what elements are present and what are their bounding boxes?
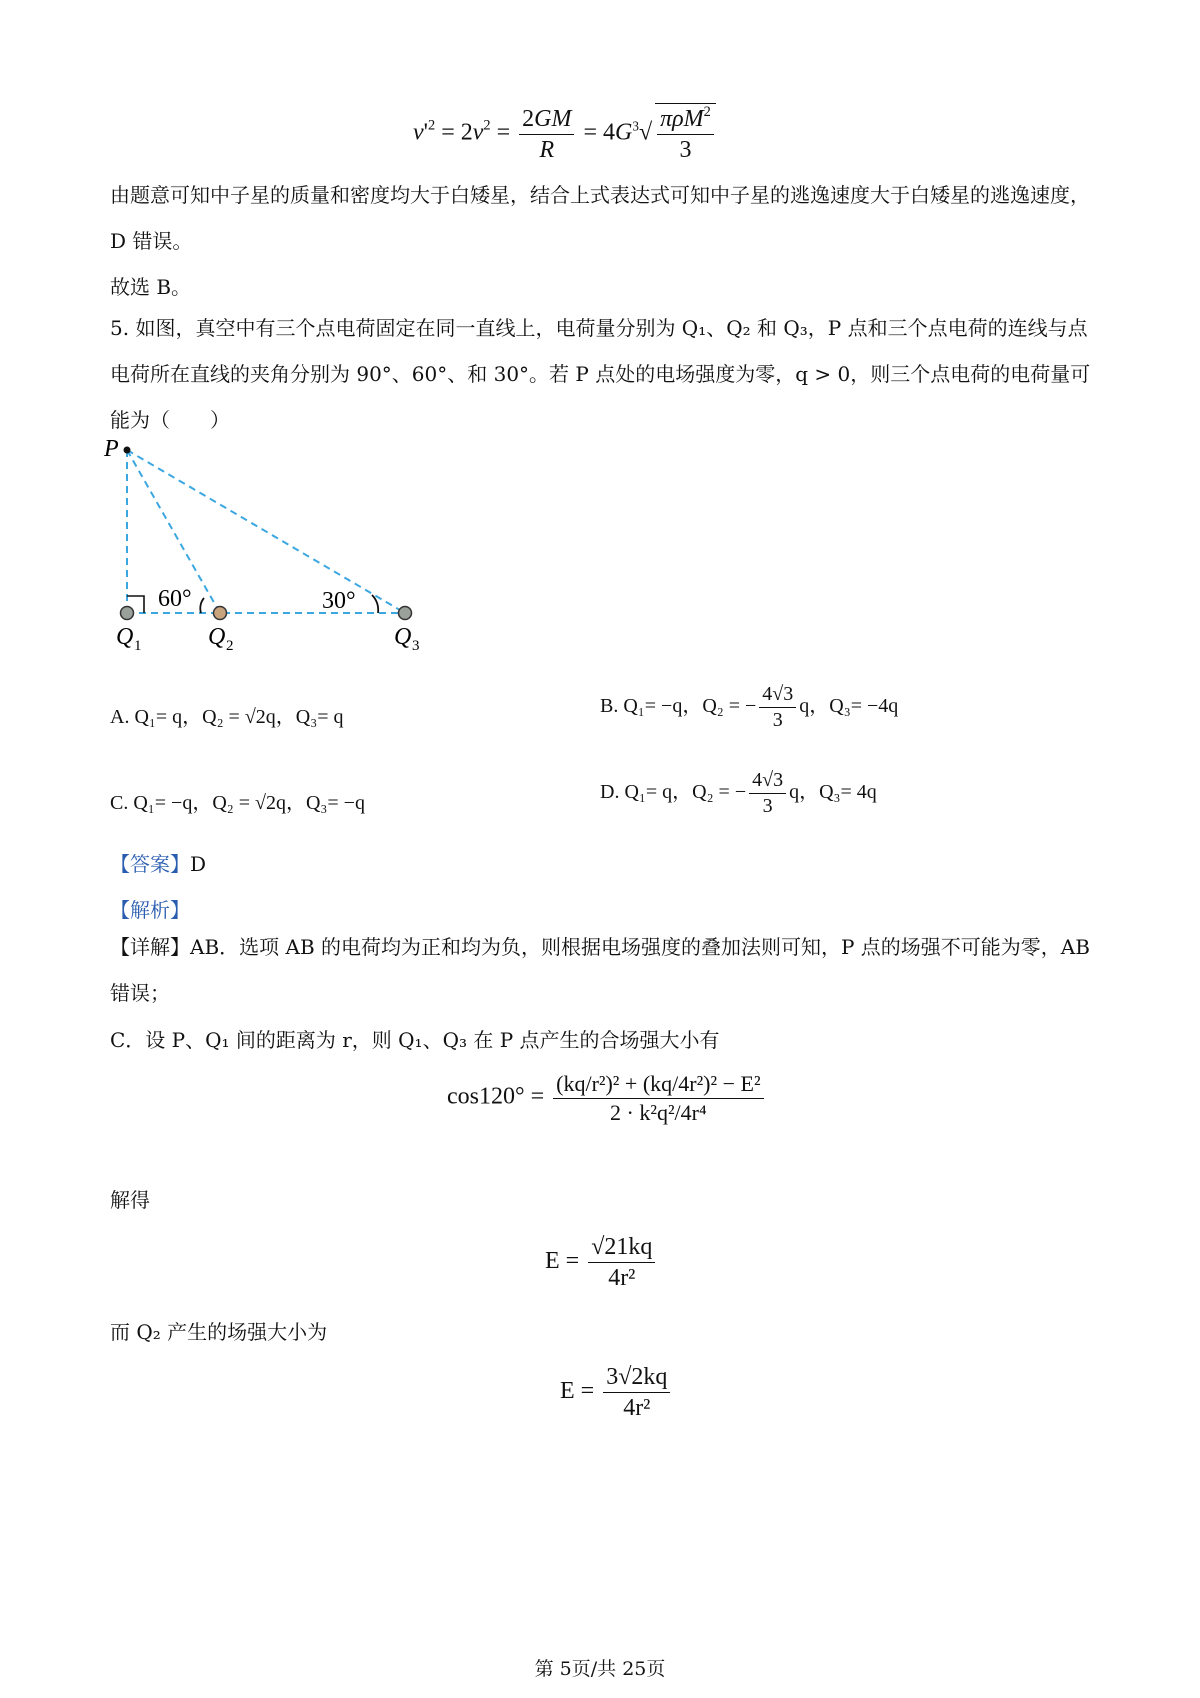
option-a: A. Q₁= q，Q₂ = √2q，Q₃= q (110, 706, 344, 728)
option-d: D. Q₁= q，Q₂ = − $\frac{4√3}{3}$ q，Q₃= 4q (600, 769, 877, 817)
q2-field-text: 而 Q₂ 产生的场强大小为 (110, 1320, 328, 1344)
label-q1: Q (116, 624, 134, 650)
c-analysis-text: C．设 P、Q₁ 间的距离为 r，则 Q₁、Q₃ 在 P 点产生的合场强大小有 (110, 1028, 720, 1052)
e1-formula: E = $\frac{√21kq}{\text{4r²}}$ (545, 1232, 658, 1293)
label-q1-sub: 1 (134, 638, 142, 654)
label-q2-sub: 2 (226, 638, 234, 654)
label-q3: Q (394, 624, 412, 650)
charge-q2 (214, 607, 227, 620)
question-5-stem: 5. 如图，真空中有三个点电荷固定在同一直线上，电荷量分别为 Q₁、Q₂ 和 Q₃，P 点和三个点电荷的连线与点电荷所在直线的夹角分别为 90°、60°、和 30°。若 P 点处的电场强度为零，q > 0，则三个点电荷的电荷量可能为（ ） (110, 316, 1091, 432)
label-q3-sub: 3 (412, 638, 420, 654)
conclusion-paragraph: 由题意可知中子星的质量和密度均大于白矮星，结合上式表达式可知中子星的逃逸速度大于白矮星的逃逸速度，D 错误。 (110, 183, 1090, 253)
answer-line: 【答案】D (110, 852, 207, 876)
point-p (124, 447, 131, 454)
angle-60-arc (200, 598, 204, 613)
option-c: C. Q₁= −q，Q₂ = √2q，Q₃= −q (110, 792, 365, 814)
e2-formula: E = $\frac{3√2kq}{\text{4r²}}$ (560, 1362, 673, 1423)
select-b-text: 故选 B。 (110, 275, 192, 299)
label-60: 60° (158, 586, 192, 612)
label-p: P (104, 436, 119, 462)
detail-paragraph: 【详解】AB．选项 AB 的电荷均为正和均为负，则根据电场强度的叠加法则可知，P 点的场强不可能为零，AB 错误； (110, 935, 1090, 1005)
page-footer: 第 5页/共 25页 (534, 1658, 666, 1680)
solve-label: 解得 (110, 1188, 150, 1212)
cos-formula: cos120° = $\frac{\text{(kq/r²)² + (kq/4r²)² − E²}}{\text{2 · k²q²/4r⁴}}$ (447, 1070, 767, 1126)
label-30: 30° (322, 588, 356, 614)
charge-q3 (399, 607, 412, 620)
option-b: B. Q₁= −q，Q₂ = − $\frac{4√3}{3}$ q，Q₃= −4q (600, 683, 899, 731)
analysis-label: 【解析】 (110, 898, 190, 922)
charge-q1 (121, 607, 134, 620)
charges-diagram (100, 430, 440, 660)
escape-velocity-formula: $v'^2 = 2v^2$ = $\frac{2GM}{R}$ = $4G^3√$ $\frac{\pi\rho M^2}{3}$ (413, 103, 719, 165)
label-q2: Q (208, 624, 226, 650)
